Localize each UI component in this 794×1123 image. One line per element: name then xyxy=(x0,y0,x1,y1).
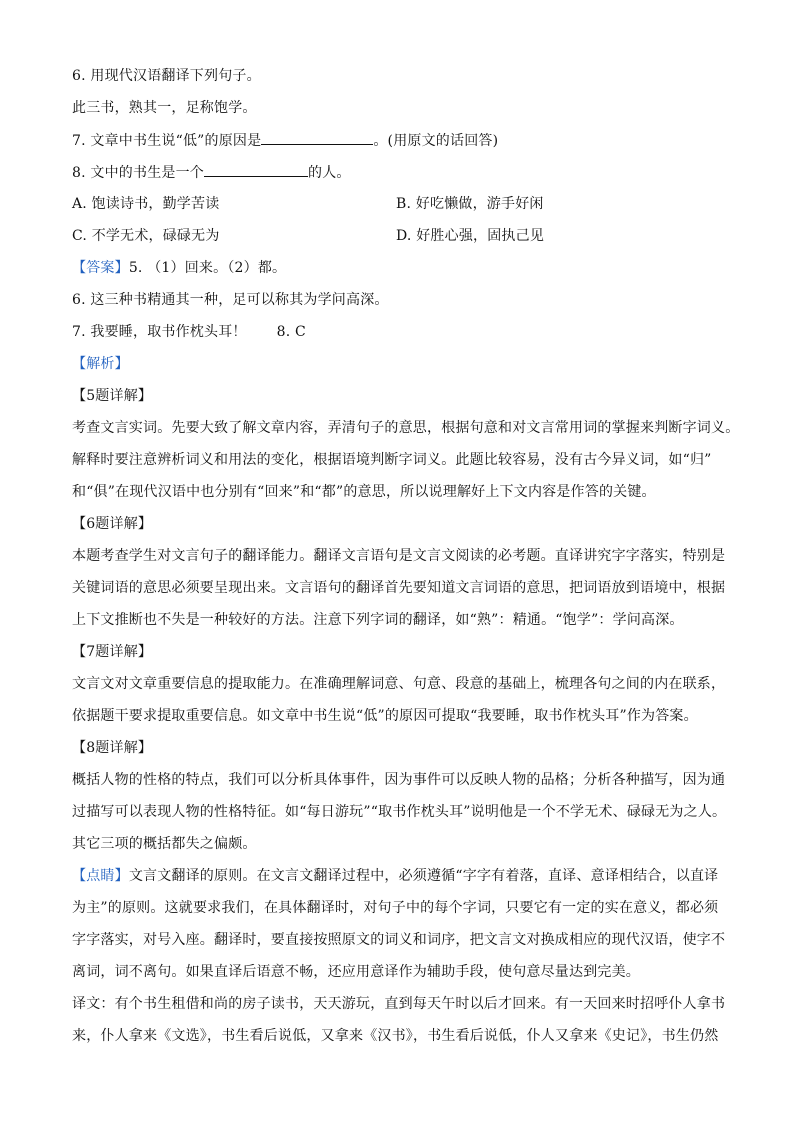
q8-text-after: 的人。 xyxy=(308,165,351,181)
q6-prompt: 6. 用现代汉语翻译下列句子。 xyxy=(72,68,261,84)
tip-line-1 xyxy=(72,866,732,886)
q8-options-row-1 xyxy=(72,194,732,214)
detail-5-line: 解释时要注意辨析词义和用法的变化，根据语境判断字词义。此题比较容易，没有古今异义词，如“归” xyxy=(72,452,712,468)
detail-6-line: 本题考查学生对文言句子的翻译能力。翻译文言语句是文言文阅读的必考题。直译讲究字字落实，特别是 xyxy=(72,548,726,564)
q7-answer-blank xyxy=(261,130,373,145)
detail-8-line: 过描写可以表现人物的性格特征。如“每日游玩”“取书作枕头耳”说明他是一个不学无术、碌碌无为之人。 xyxy=(72,804,727,820)
q8-option-c: C. 不学无术，碌碌无为 xyxy=(72,228,220,244)
detail-8-line: 其它三项的概括都失之偏颇。 xyxy=(72,836,257,852)
detail-8-line: 概括人物的性格的特点，我们可以分析具体事件，因为事件可以反映人物的品格；分析各种描写，因为通 xyxy=(72,772,726,788)
detail-7-line: 文言文对文章重要信息的提取能力。在准确理解词意、句意、段意的基础上，梳理各句之间的内在联系， xyxy=(72,676,726,692)
answer-8: 8. C xyxy=(276,324,306,340)
detail-6-line: 上下文推断也不失是一种较好的方法。注意下列字词的翻译，如“熟”：精通。“饱学”：学问高深。 xyxy=(72,612,684,628)
detail-5-line: 和“俱”在现代汉语中也分别有“回来”和“都”的意思，所以说理解好上下文内容是作答的关键。 xyxy=(72,484,656,500)
tip-first-text: 文言文翻译的原则。在文言文翻译过程中，必须遵循“字字有着落，直译、意译相结合，以直译 xyxy=(128,868,719,884)
analysis-label: 【解析】 xyxy=(72,356,129,372)
detail-8-title: 【8题详解】 xyxy=(72,740,153,756)
q7-text-before: 7. 文章中书生说“低”的原因是 xyxy=(72,133,262,149)
answer-6: 6. 这三种书精通其一种，足可以称其为学问高深。 xyxy=(72,292,389,308)
detail-5-title: 【5题详解】 xyxy=(72,388,153,404)
answer-7: 7. 我要睡，取书作枕头耳！ xyxy=(72,324,247,340)
detail-7-line: 依据题干要求提取重要信息。如文章中书生说“低”的原因可提取“我要睡，取书作枕头耳”作为答案。 xyxy=(72,708,698,724)
q7-question xyxy=(72,130,732,151)
detail-5-line: 考查文言实词。先要大致了解文章内容，弄清句子的意思，根据句意和对文言常用词的掌握来判断字词义。 xyxy=(72,420,740,436)
q8-options-row-2 xyxy=(72,226,732,246)
detail-6-title: 【6题详解】 xyxy=(72,516,153,532)
q8-answer-blank xyxy=(204,162,308,177)
answer-line-1 xyxy=(72,258,732,278)
answer-line-3 xyxy=(72,322,732,342)
tip-label: 【点睛】 xyxy=(72,868,129,884)
q7-text-after: 。(用原文的话回答) xyxy=(373,133,499,149)
q8-option-d: D. 好胜心强，固执己见 xyxy=(396,228,545,244)
tip-line: 离词，词不离句。如果直译后语意不畅，还应用意译作为辅助手段，使句意尽量达到完美。 xyxy=(72,964,640,980)
translation-line: 译文：有个书生租借和尚的房子读书，天天游玩，直到每天午时以后才回来。有一天回来时招呼仆人拿书 xyxy=(72,996,726,1012)
answer-label: 【答案】 xyxy=(72,260,129,276)
detail-7-title: 【7题详解】 xyxy=(72,644,153,660)
q8-option-a: A. 饱读诗书，勤学苦读 xyxy=(72,196,220,212)
tip-line: 为主”的原则。这就要求我们，在具体翻译时，对句子中的每个字词，只要它有一定的实在意义，都必须 xyxy=(72,900,719,916)
q8-text-before: 8. 文中的书生是一个 xyxy=(72,165,205,181)
translation-line: 来，仆人拿来《文选》，书生看后说低，又拿来《汉书》，书生看后说低，仆人又拿来《史记》，书生仍然 xyxy=(72,1028,719,1044)
q8-option-b: B. 好吃懒做，游手好闲 xyxy=(396,196,544,212)
q6-sentence: 此三书，熟其一，足称饱学。 xyxy=(72,100,257,116)
answer-5: 5. （1）回来。（2）都。 xyxy=(128,260,287,276)
detail-6-line: 关键词语的意思必须要呈现出来。文言语句的翻译首先要知道文言词语的意思，把词语放到语境中，根据 xyxy=(72,580,726,596)
tip-line: 字字落实，对号入座。翻译时，要直接按照原文的词义和词序，把文言文对换成相应的现代汉语，使字不 xyxy=(72,932,726,948)
q8-question xyxy=(72,162,732,183)
